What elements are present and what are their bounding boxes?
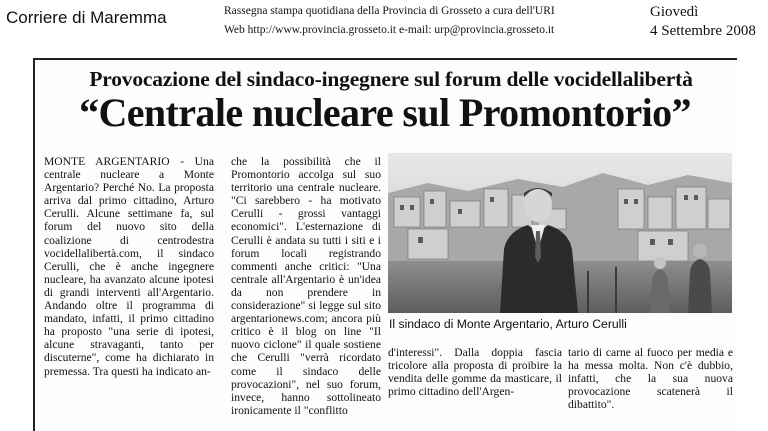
article-photo [388,153,732,313]
publication-date: 4 Settembre 2008 [650,23,756,39]
column-3-text: d'interessi". Dalla doppia fascia tricolore alla proposta di proibire la vendita delle gomme da masticare, il primo cittadino dell'Argen- [388,346,562,399]
publication-day: Giovedì [650,4,699,20]
newspaper-source: Corriere di Maremma [6,8,167,27]
column-1-text: MONTE ARGENTARIO - Una centrale nucleare a Monte Argentario? Perché No. La proposta arriva dal primo cittadino, Arturo Cerulli. Alcune settimane fa, sul forum del nuovo sito della coalizione di centrodestra vocidellalibertà.com, il sindaco Cerulli, che è anche ingegnere nucleare, ha avanzato alcune ipotesi di grandi interventi all'Argentario. Andando oltre il programma di mandato, infatti, il primo cittadino ha proposto "una serie di ipotesi, alcune stravaganti, tanto per discuterne", come ha dichiarato in premessa. Tra questi ha indicato an- [44,155,214,378]
article-column-1 [44,155,214,378]
column-4-text: tario di carne al fuoco per media e ha messa molta. Non c'è dubbio, infatti, che la sua nuova provocazione scatenerà il dibattito". [568,346,733,412]
article-column-2 [231,155,381,417]
article-column-3 [388,346,562,398]
article-kicker: Provocazione del sindaco-ingegnere sul forum delle vocidellalibertà [89,67,693,91]
contact-line: Web http://www.provincia.grosseto.it e-mail: urp@provincia.grosseto.it [224,24,555,36]
photo-illustration [388,153,732,313]
column-2-text: che la possibilità che il Promontorio accolga sul suo territorio una centrale nucleare. "Ci sarebbero - ha motivato Cerulli - grossi vantaggi economici". L'esternazione di Cerulli è andata su tutti i siti e i forum locali registrando commenti anche critici: "Una centrale all'Argentario è un'idea da non prendere in considerazione" si legge sul sito argentarionews.com; ancora più critico è il blog on line "Il nuovo ciclone" il quale sostiene che Cerulli "verrà ricordato come il sindaco delle provocazioni", nel suo forum, invece, hanno sottolineato ironicamente il "conflitto [231,155,381,417]
press-review-line: Rassegna stampa quotidiana della Provincia di Grosseto a cura dell'URI [224,5,555,17]
article-headline: “Centrale nucleare sul Promontorio” [79,90,691,135]
article-column-4 [568,346,733,411]
photo-caption: Il sindaco di Monte Argentario, Arturo Cerulli [389,317,627,331]
